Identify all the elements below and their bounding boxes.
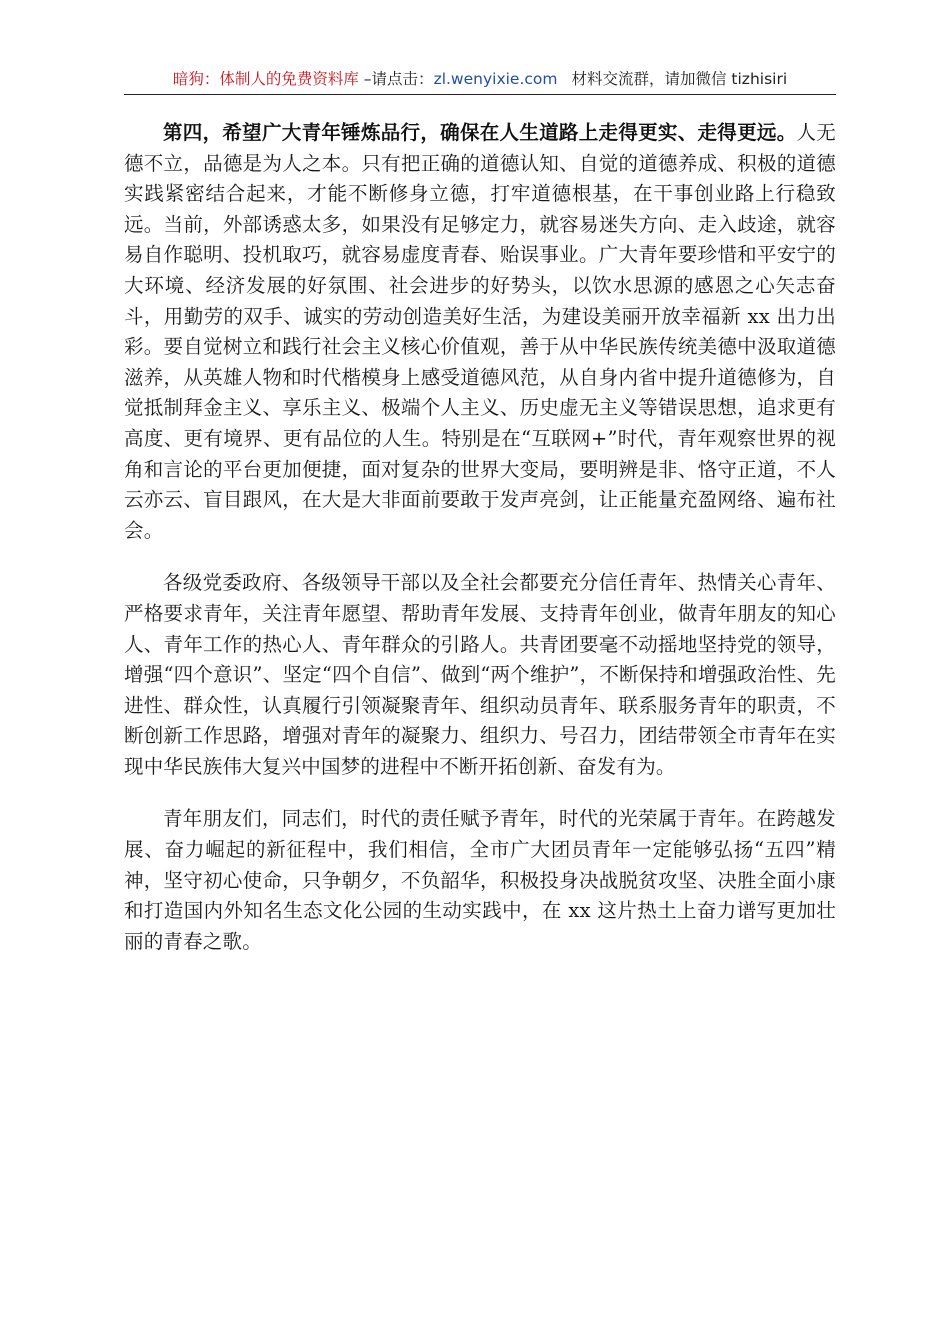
header-click-prompt: –请点击： [358,70,434,88]
paragraph-1-text: 人无德不立，品德是为人之本。只有把正确的道德认知、自觉的道德养成、积极的道德实践紧密结合起来，才能不断修身立德，打牢道德根基，在干事创业路上行稳致远。当前，外部诱惑太多，如果没有足够定力，就容易迷失方向、走入歧途，就容易自作聪明、投机取巧，就容易虚度青春、贻误事业。广大青年要珍惜和平安宁的大环境、经济发展的好氛围、社会进步的好势头，以饮水思源的感恩之心矢志奋斗，用勤劳的双手、诚实的劳动创造美好生活，为建设美丽开放幸福新 xx 出力出彩。要自觉树立和践行社会主义核心价值观，善于从中华民族传统美德中汲取道德滋养，从英雄人物和时代楷模身上感受道德风范，从自身内省中提升道德修为，自觉抵制拜金主义、享乐主义、极端个人主义、历史虚无主义等错误思想，追求更有高度、更有境界、更有品位的人生。特别是在“互联网+”时代，青年观察世界的视角和言论的平台更加便捷，面对复杂的世界大变局，要明辨是非、恪守正道，不人云亦云、盲目跟风，在大是大非面前要敢于发声亮剑，让正能量充盈网络、遍布社会。 [124,121,836,542]
paragraph-1 [124,118,836,546]
paragraph-3-text: 青年朋友们，同志们，时代的责任赋予青年，时代的光荣属于青年。在跨越发展、奋力崛起的新征程中，我们相信，全市广大团员青年一定能够弘扬“五四”精神，坚守初心使命，只争朝夕，不负韶华，积极投身决战脱贫攻坚、决胜全面小康和打造国内外知名生态文化公园的生动实践中，在 xx 这片热土上奋力谱写更加壮丽的青春之歌。 [124,807,836,953]
paragraph-2 [124,568,836,782]
header-wechat-note: 材料交流群，请加微信 tizhisiri [571,70,788,88]
paragraph-3 [124,804,836,957]
document-body [124,118,836,979]
page-header [124,64,836,95]
paragraph-1-heading: 第四，希望广大青年锤炼品行，确保在人生道路上走得更实、走得更远。 [163,121,797,144]
paragraph-2-text: 各级党委政府、各级领导干部以及全社会都要充分信任青年、热情关心青年、严格要求青年，关注青年愿望、帮助青年发展、支持青年创业，做青年朋友的知心人、青年工作的热心人、青年群众的引路人。共青团要毫不动摇地坚持党的领导，增强“四个意识”、坚定“四个自信”、做到“两个维护”，不断保持和增强政治性、先进性、群众性，认真履行引领凝聚青年、组织动员青年、联系服务青年的职责，不断创新工作思路，增强对青年的凝聚力、组织力、号召力，团结带领全市青年在实现中华民族伟大复兴中国梦的进程中不断开拓创新、奋发有为。 [124,571,836,778]
header-site-name: 暗狗：体制人的免费资料库 [172,70,359,88]
header-url-link[interactable]: zl.wenyixie.com [433,70,558,88]
